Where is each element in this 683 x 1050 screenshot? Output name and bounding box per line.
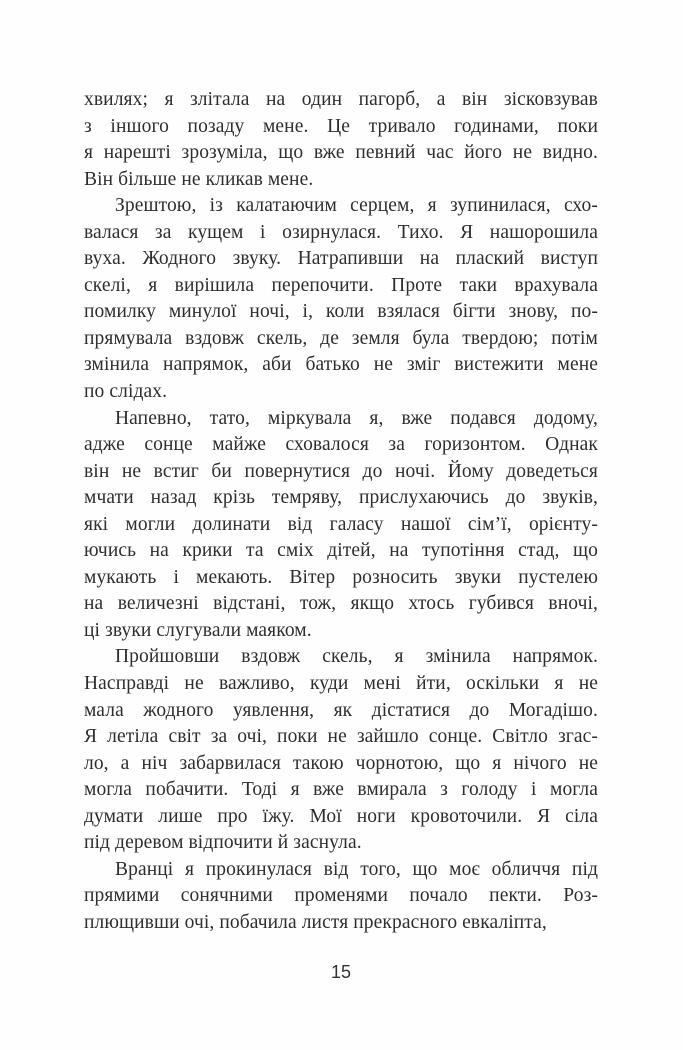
text-line: ці звуки слугували маяком. (84, 619, 312, 641)
text-line: він не встиг би повернутися до ночі. Йому доведеться (84, 460, 598, 482)
text-line: мчати назад крізь темряву, прислухаючись до звуків, (84, 487, 598, 509)
text-line: адже сонце майже сховалося за горизонтом. Однак (84, 434, 598, 456)
page-number: 15 (330, 962, 352, 982)
text-line: плющивши очі, побачила листя прекрасного евкаліпта, (84, 911, 547, 933)
text-line: могла побачити. Тоді я вже вмирала з голоду і могла (84, 779, 598, 801)
text-line: по слідах. (84, 381, 168, 403)
paragraph (84, 857, 598, 937)
text-line: Зрештою, із калатаючим серцем, я зупинилася, схо- (115, 195, 598, 217)
text-line: Насправді не важливо, куди мені йти, оскільки я не (84, 673, 598, 695)
text-line: я нарешті зрозуміла, що вже певний час його не видно. (84, 142, 598, 164)
page-footer (84, 962, 598, 983)
text-line: ючись на крики та сміх дітей, на тупотіння стад, що (84, 540, 598, 562)
page-text (84, 87, 598, 937)
text-line: прямувала вздовж скель, де земля була твердою; потім (84, 327, 598, 349)
text-line: Пройшовши вздовж скель, я змінила напрямок. (115, 646, 598, 668)
text-line: валася за кущем і озирнулася. Тихо. Я нашорошила (84, 221, 598, 243)
text-line: на величезні відстані, тож, якщо хтось губився вночі, (84, 593, 598, 615)
text-line: які могли долинати від галасу нашої сім’ї, орієнту- (84, 513, 598, 535)
text-line: Я летіла світ за очі, поки не зайшло сонце. Світло згас- (84, 726, 598, 748)
text-line: Він більше не кликав мене. (84, 168, 314, 190)
text-line: Вранці я прокинулася від того, що моє обличчя під (115, 858, 598, 880)
text-line: змінила напрямок, аби батько не зміг вистежити мене (84, 354, 598, 376)
text-line: прямими сонячними променями почало пекти. Роз- (84, 885, 598, 907)
text-line: вуха. Жодного звуку. Натрапивши на плаский виступ (84, 248, 598, 270)
text-line: під деревом відпочити й заснула. (84, 832, 362, 854)
paragraph (84, 87, 598, 193)
text-line: думати лише про їжу. Мої ноги кровоточили. Я сіла (84, 805, 598, 827)
text-line: ло, а ніч забарвилася такою чорнотою, що я нічого не (84, 752, 598, 774)
paragraph (84, 406, 598, 645)
text-line: хвилях; я злітала на один пагорб, а він зісковзував (84, 89, 598, 110)
paragraph (84, 193, 598, 405)
paragraph (84, 644, 598, 856)
text-line: мала жодного уявлення, як дістатися до Могадішо. (84, 699, 598, 721)
text-line: мукають і мекають. Вітер розносить звуки пустелею (84, 566, 598, 588)
text-line: помилку минулої ночі, і, коли взялася бігти знову, по- (84, 301, 598, 323)
text-line: з іншого позаду мене. Це тривало годинами, поки (84, 115, 598, 137)
text-line: скелі, я вирішила перепочити. Проте таки врахувала (84, 274, 598, 296)
text-line: Напевно, тато, міркувала я, вже подався додому, (115, 407, 598, 429)
